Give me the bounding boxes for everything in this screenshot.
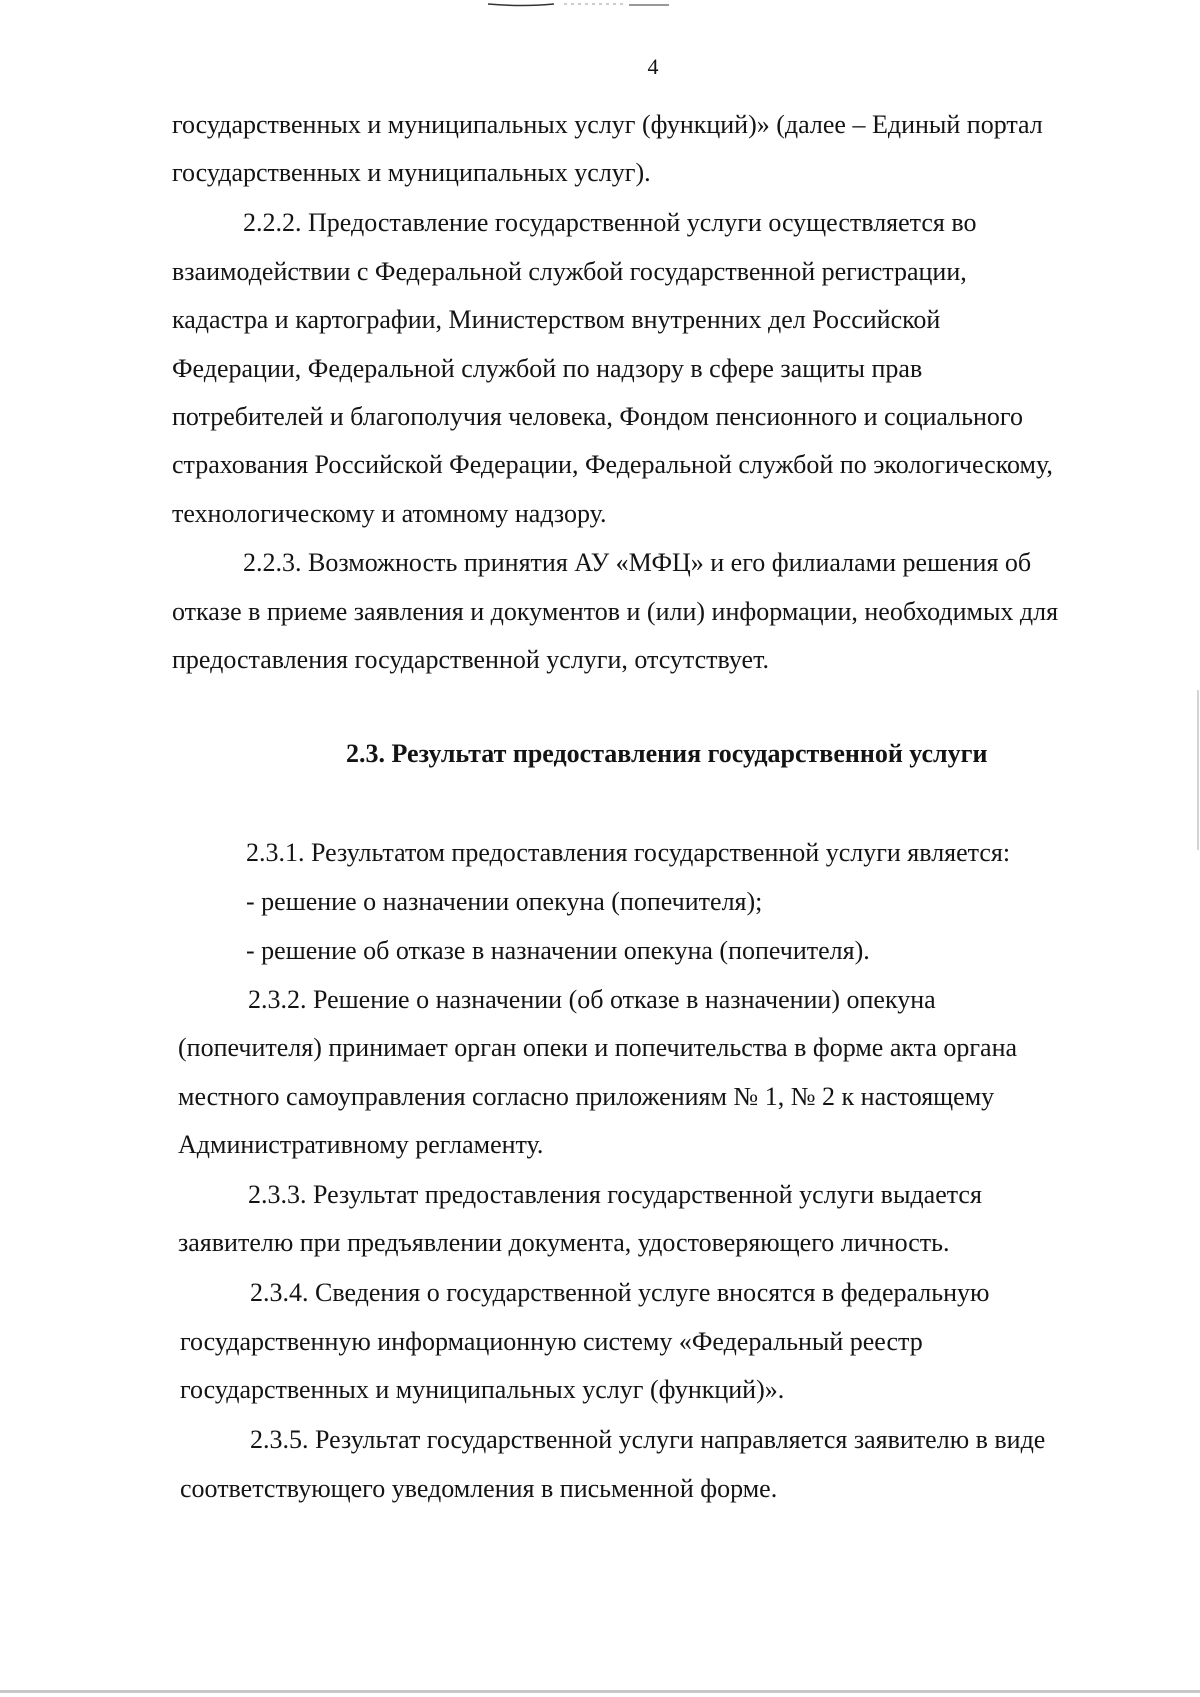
text-line: 2.3.1. Результатом предоставления государственной услуги является:	[246, 838, 1011, 867]
text-line: 2.3.2. Решение о назначении (об отказе в назначении) опекуна	[248, 985, 936, 1014]
text-line: 2.3.5. Результат государственной услуги направляется заявителю в виде	[250, 1425, 1046, 1454]
text-line: Федерации, Федеральной службой по надзору в сфере защиты прав	[172, 354, 923, 383]
scan-artifact-top	[484, 0, 684, 8]
scan-edge-bottom	[0, 1690, 1200, 1693]
scan-edge-right	[1197, 690, 1199, 850]
text-line: 2.3.3. Результат предоставления государственной услуги выдается	[248, 1180, 982, 1209]
list-item: - решение о назначении опекуна (попечителя);	[246, 887, 763, 916]
text-line: предоставления государственной услуги, отсутствует.	[172, 645, 769, 674]
text-line: заявителю при предъявлении документа, удостоверяющего личность.	[178, 1228, 950, 1257]
text-line: государственных и муниципальных услуг (функций)» (далее – Единый портал	[172, 110, 1043, 139]
text-line: страхования Российской Федерации, Федеральной службой по экологическому,	[172, 450, 1053, 479]
text-line: государственных и муниципальных услуг (функций)».	[180, 1375, 785, 1404]
text-line: технологическому и атомному надзору.	[172, 499, 607, 528]
text-line: (попечителя) принимает орган опеки и попечительства в форме акта органа	[178, 1033, 1018, 1062]
text-line: 2.2.3. Возможность принятия АУ «МФЦ» и его филиалами решения об	[243, 548, 1032, 577]
page-number: 4	[647, 54, 659, 79]
text-line: кадастра и картографии, Министерством внутренних дел Российской	[172, 305, 941, 334]
text-line: соответствующего уведомления в письменной форме.	[180, 1474, 778, 1503]
text-line: государственных и муниципальных услуг).	[172, 158, 651, 187]
list-item: - решение об отказе в назначении опекуна (попечителя).	[246, 936, 870, 965]
text-line: взаимодействии с Федеральной службой государственной регистрации,	[172, 257, 967, 286]
text-line: Административному регламенту.	[178, 1130, 544, 1159]
text-line: местного самоуправления согласно приложениям № 1, № 2 к настоящему	[178, 1082, 995, 1111]
text-line: 2.2.2. Предоставление государственной услуги осуществляется во	[243, 208, 977, 237]
text-line: государственную информационную систему «Федеральный реестр	[180, 1327, 923, 1356]
text-line: 2.3.4. Сведения о государственной услуге вносятся в федеральную	[250, 1278, 990, 1307]
text-line: отказе в приеме заявления и документов и (или) информации, необходимых для	[172, 597, 1059, 626]
section-heading: 2.3. Результат предоставления государственной услуги	[346, 739, 988, 768]
text-line: потребителей и благополучия человека, Фондом пенсионного и социального	[172, 402, 1023, 431]
